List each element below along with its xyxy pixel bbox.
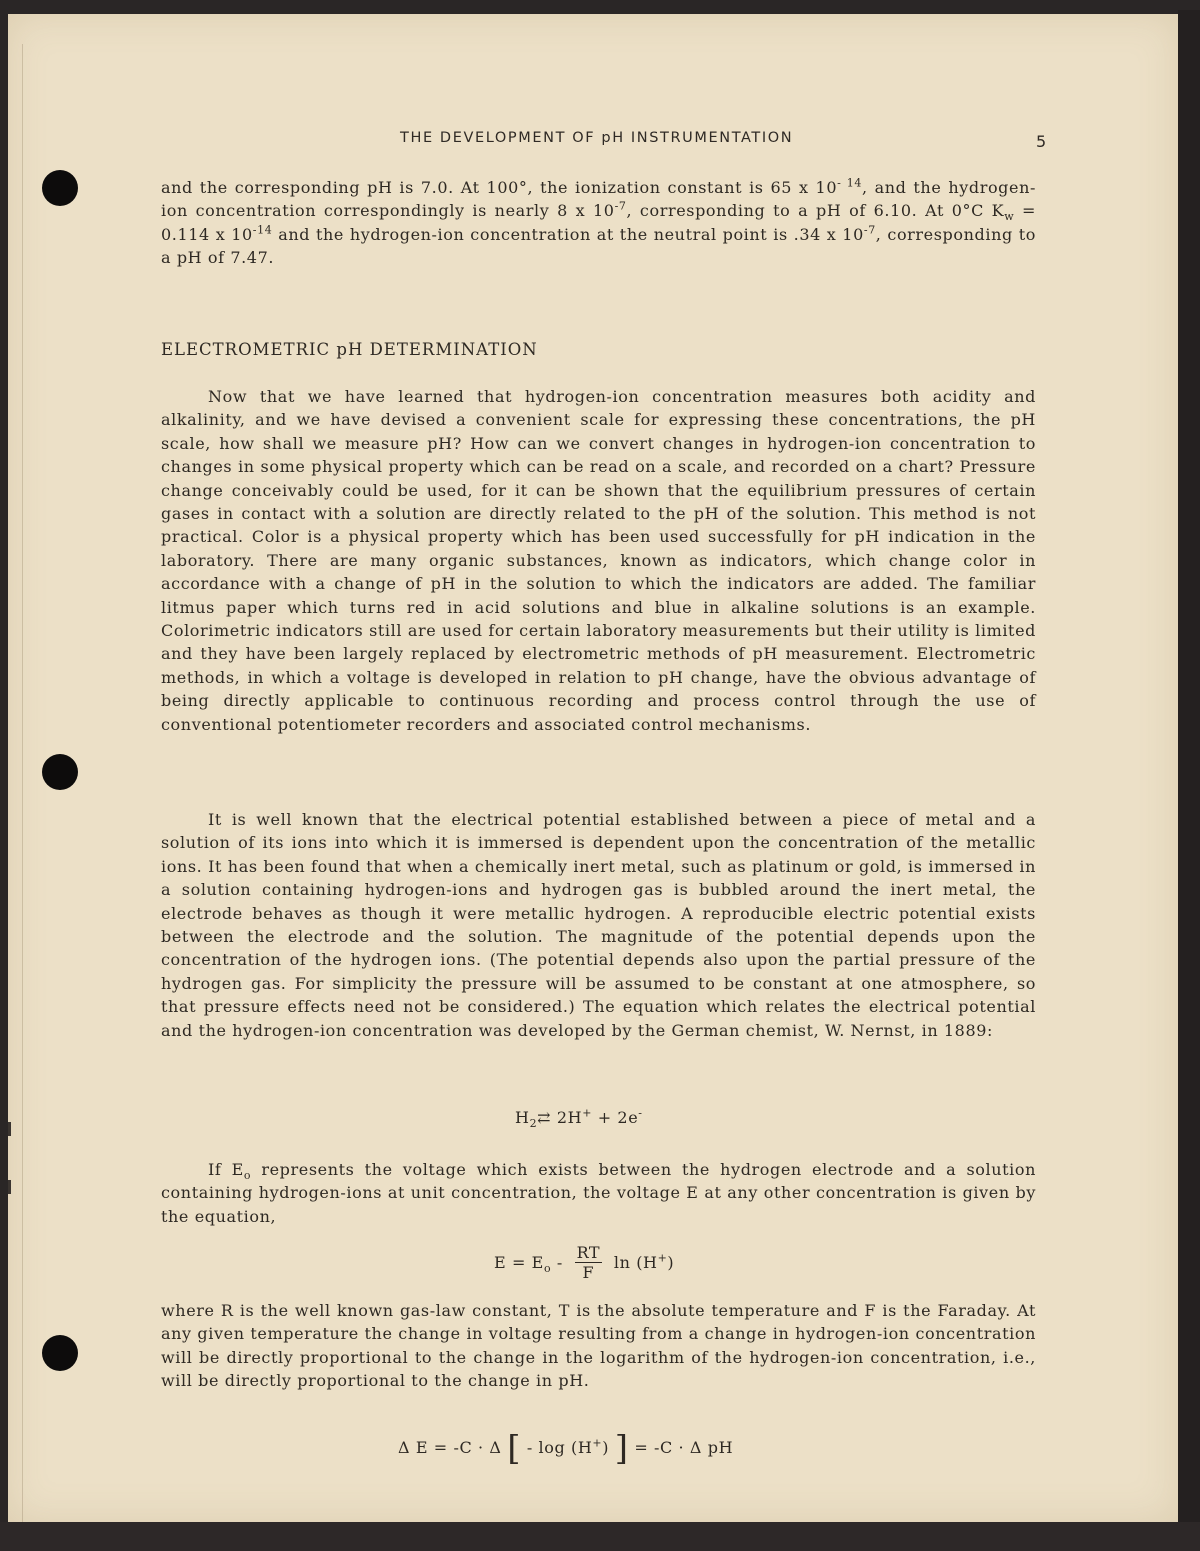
scan-border-right xyxy=(1178,10,1200,1530)
page-edge-line xyxy=(22,44,23,1524)
margin-tick-mark xyxy=(8,1180,11,1194)
paragraph-electrode-potential: It is well known that the electrical potential established between a piece of metal and a solution of its ions into which it is immersed is dependent upon the concentration of the metallic ions. It has been found that when a chemically inert metal, such as platinum or gold, is immersed in a solution containing hydrogen-ions and hydrogen gas is bubbled around the inert metal, the electrode behaves as though it were metallic hydrogen. A reproducible electric potential exists between the electrode and the solution. The magnitude of the potential depends upon the concentration of the hydrogen ions. (The potential depends also upon the partial pressure of the hydrogen gas. For simplicity the pressure will be assumed to be constant at one atmosphere, so that pressure effects need not be considered.) The equation which relates the electrical potential and the hydrogen-ion concentration was developed by the German chemist, W. Nernst, in 1889: xyxy=(161,810,1036,1040)
page-number: 5 xyxy=(1036,132,1047,151)
intro-paragraph: and the corresponding pH is 7.0. At 100°, the ionization constant is 65 x $10^{- 14}$, and the hydrogen-ion concentration correspondingly is nearly 8 x $10^{-7}$, corresponding to a pH of 6.10. At 0°C $K_w = 0.114$ x $10^{-14}$ and the hydrogen-ion concentration at the neutral point is .34 x $10^{-7}$, corresponding to a pH of 7.47. xyxy=(161,176,1037,268)
nernst-reaction-equation: $H_2⇄$ 2H+ + 2e- xyxy=(515,1106,643,1131)
binder-hole-top xyxy=(42,170,78,206)
fraction-rt-over-f: $\frac{RT}{F}$ xyxy=(576,1243,601,1282)
paragraph-proportionality: where R is the well known gas-law constant, T is the absolute temperature and F is the Faraday. At any given temperature the change in voltage resulting from a change in hydrogen-ion concentration will be directly proportional to the change in the logarithm of the hydrogen-ion concentration, i.e., will be directly proportional to the change in pH. xyxy=(161,1301,1036,1391)
margin-tick-mark xyxy=(8,1122,11,1136)
scan-border-bottom xyxy=(0,1522,1200,1551)
binder-hole-middle xyxy=(42,754,78,790)
nernst-equation: $E = E_o$ - $\frac{RT}{F}$ ln (H+) xyxy=(494,1243,675,1282)
section-heading: ELECTROMETRIC pH DETERMINATION xyxy=(161,340,538,359)
delta-e-equation: Δ E = -C · Δ [ - log (H+) ] = -C · Δ pH xyxy=(398,1428,734,1469)
binder-hole-bottom xyxy=(42,1335,78,1371)
paragraph-standard-potential: If $E_o$ represents the voltage which exists between the hydrogen electrode and a solution containing hydrogen-ions at unit concentration, the voltage E at any other concentration is given by the equation, xyxy=(161,1160,1036,1226)
paragraph-colorimetric: Now that we have learned that hydrogen-ion concentration measures both acidity and alkalinity, and we have devised a convenient scale for expressing these concentrations, the pH scale, how shall we measure pH? How can we convert changes in hydrogen-ion concentration to changes in some physical property which can be read on a scale, and recorded on a chart? Pressure change conceivably could be used, for it can be shown that the equilibrium pressures of certain gases in contact with a solution are directly related to the pH of the solution. This method is not practical. Color is a physical property which has been used successfully for pH indication in the laboratory. There are many organic substances, known as indicators, which change color in accordance with a change of pH in the solution to which the indicators are added. The familiar litmus paper which turns red in acid solutions and blue in alkaline solutions is an example. Colorimetric indicators still are used for certain laboratory measurements but their utility is limited and they have been largely replaced by electrometric methods of pH measurement. Electrometric methods, in which a voltage is developed in relation to pH change, have the obvious advantage of being directly applicable to continuous recording and process control through the use of conventional potentiometer recorders and associated control mechanisms. xyxy=(161,387,1036,734)
running-title: THE DEVELOPMENT OF pH INSTRUMENTATION xyxy=(400,130,794,146)
